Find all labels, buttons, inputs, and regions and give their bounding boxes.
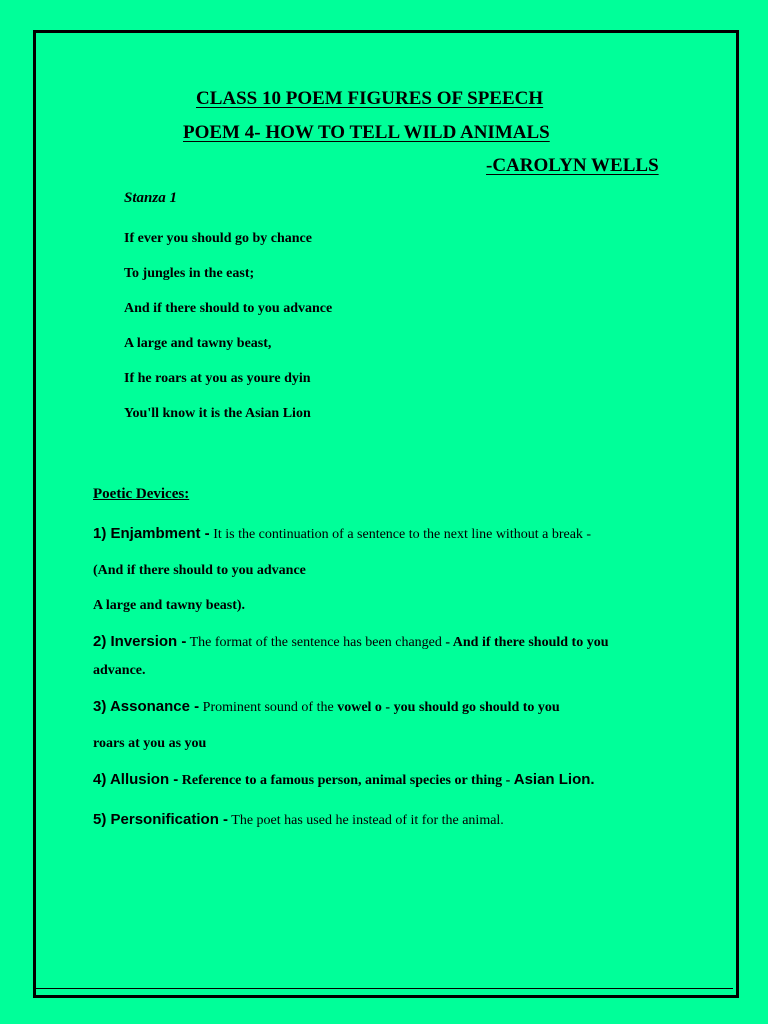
device-name: 4) Allusion - bbox=[93, 771, 179, 788]
poem-line: A large and tawny beast, bbox=[124, 336, 272, 351]
poem-line: If he roars at you as youre dyin bbox=[124, 371, 311, 386]
document-title: CLASS 10 POEM FIGURES OF SPEECH bbox=[196, 88, 544, 109]
device-example: A large and tawny beast). bbox=[93, 598, 246, 613]
device-example: roars at you as you bbox=[93, 736, 207, 751]
poem-line: To jungles in the east; bbox=[124, 266, 255, 281]
device-description: It is the continuation of a sentence to the next line without a break - bbox=[209, 527, 592, 542]
device-name: 5) Personification - bbox=[93, 811, 229, 828]
stanza-title: Stanza 1 bbox=[124, 190, 177, 206]
device-assonance bbox=[93, 698, 560, 716]
device-description: Prominent sound of the bbox=[199, 700, 338, 715]
poem-line: You'll know it is the Asian Lion bbox=[124, 406, 311, 421]
bottom-rule bbox=[36, 988, 733, 989]
device-example: - And if there should to you bbox=[445, 635, 609, 650]
device-name: 3) Assonance - bbox=[93, 698, 200, 715]
poem-line: And if there should to you advance bbox=[124, 301, 333, 316]
device-description: The poet has used he instead of it for the animal. bbox=[228, 813, 504, 828]
device-example: Asian Lion. bbox=[513, 771, 595, 788]
device-personification bbox=[93, 811, 504, 829]
poem-line: If ever you should go by chance bbox=[124, 231, 312, 246]
device-example: advance. bbox=[93, 663, 146, 678]
device-example: (And if there should to you advance bbox=[93, 563, 306, 578]
device-example: vowel o - you should go should to you bbox=[337, 700, 560, 715]
device-description: Reference to a famous person, animal species or thing - bbox=[178, 773, 514, 788]
device-description: The format of the sentence has been changed bbox=[186, 635, 446, 650]
device-allusion bbox=[93, 771, 595, 789]
device-inversion bbox=[93, 633, 609, 651]
poem-author: -CAROLYN WELLS bbox=[486, 155, 659, 176]
device-name: 1) Enjambment - bbox=[93, 525, 210, 542]
device-name: 2) Inversion - bbox=[93, 633, 187, 650]
poetic-devices-heading: Poetic Devices: bbox=[93, 486, 190, 502]
poem-title: POEM 4- HOW TO TELL WILD ANIMALS bbox=[183, 122, 550, 143]
device-enjambment bbox=[93, 525, 591, 543]
